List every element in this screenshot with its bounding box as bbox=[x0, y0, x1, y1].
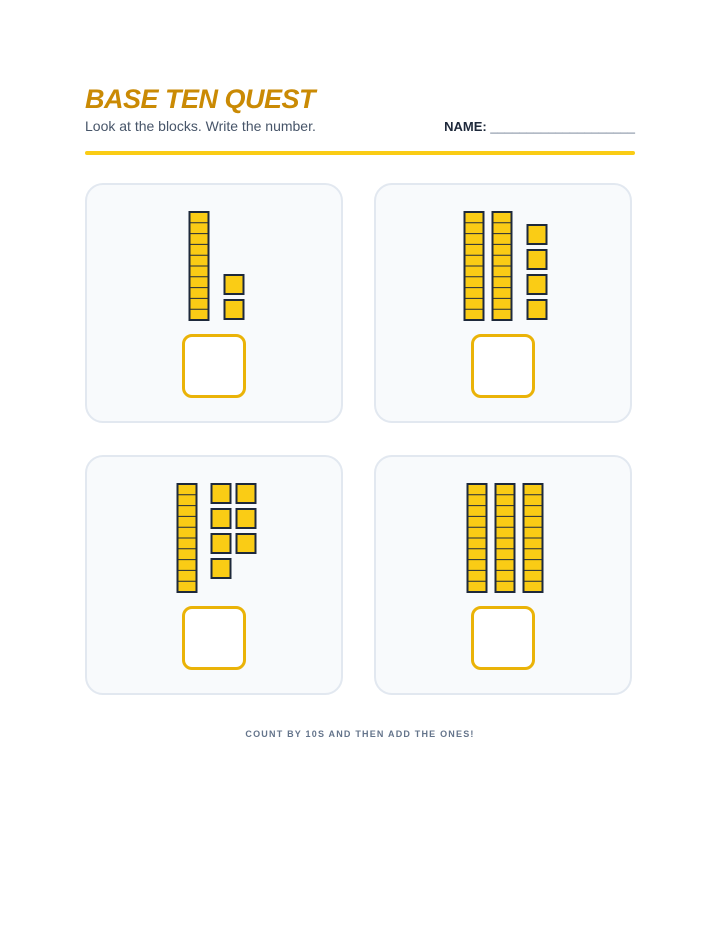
ten-rod bbox=[524, 484, 543, 592]
ten-rod bbox=[178, 484, 197, 592]
one-cube bbox=[528, 300, 547, 319]
blocks-drawing bbox=[376, 457, 634, 607]
blocks-drawing bbox=[87, 457, 345, 607]
one-cube bbox=[528, 250, 547, 269]
answer-box[interactable] bbox=[182, 334, 246, 398]
base-ten-blocks bbox=[87, 457, 345, 607]
one-cube bbox=[225, 275, 244, 294]
problem-card-1 bbox=[85, 183, 343, 423]
header-divider bbox=[85, 151, 635, 155]
ten-rod bbox=[468, 484, 487, 592]
ten-rod bbox=[190, 212, 209, 320]
one-cube bbox=[225, 300, 244, 319]
ten-rod bbox=[493, 212, 512, 320]
blocks-drawing bbox=[87, 185, 345, 335]
one-cube bbox=[237, 484, 256, 503]
one-cube bbox=[237, 509, 256, 528]
answer-box[interactable] bbox=[471, 334, 535, 398]
footer-hint: COUNT BY 10S AND THEN ADD THE ONES! bbox=[245, 729, 475, 739]
instructions: Look at the blocks. Write the number. bbox=[85, 118, 316, 134]
one-cube bbox=[212, 484, 231, 503]
blocks-drawing bbox=[376, 185, 634, 335]
base-ten-blocks bbox=[87, 185, 345, 335]
worksheet-title: BASE TEN QUEST bbox=[85, 84, 316, 114]
name-line[interactable]: ____________________ bbox=[490, 119, 635, 134]
name-field[interactable] bbox=[444, 119, 635, 134]
base-ten-blocks bbox=[376, 185, 634, 335]
base-ten-blocks bbox=[376, 457, 634, 607]
ten-rod bbox=[465, 212, 484, 320]
one-cube bbox=[528, 225, 547, 244]
name-label: NAME: bbox=[444, 119, 487, 134]
problem-card-2 bbox=[374, 183, 632, 423]
one-cube bbox=[212, 559, 231, 578]
problem-card-4 bbox=[374, 455, 632, 695]
answer-box[interactable] bbox=[471, 606, 535, 670]
one-cube bbox=[212, 509, 231, 528]
one-cube bbox=[237, 534, 256, 553]
answer-box[interactable] bbox=[182, 606, 246, 670]
problem-card-3 bbox=[85, 455, 343, 695]
one-cube bbox=[528, 275, 547, 294]
ten-rod bbox=[496, 484, 515, 592]
one-cube bbox=[212, 534, 231, 553]
